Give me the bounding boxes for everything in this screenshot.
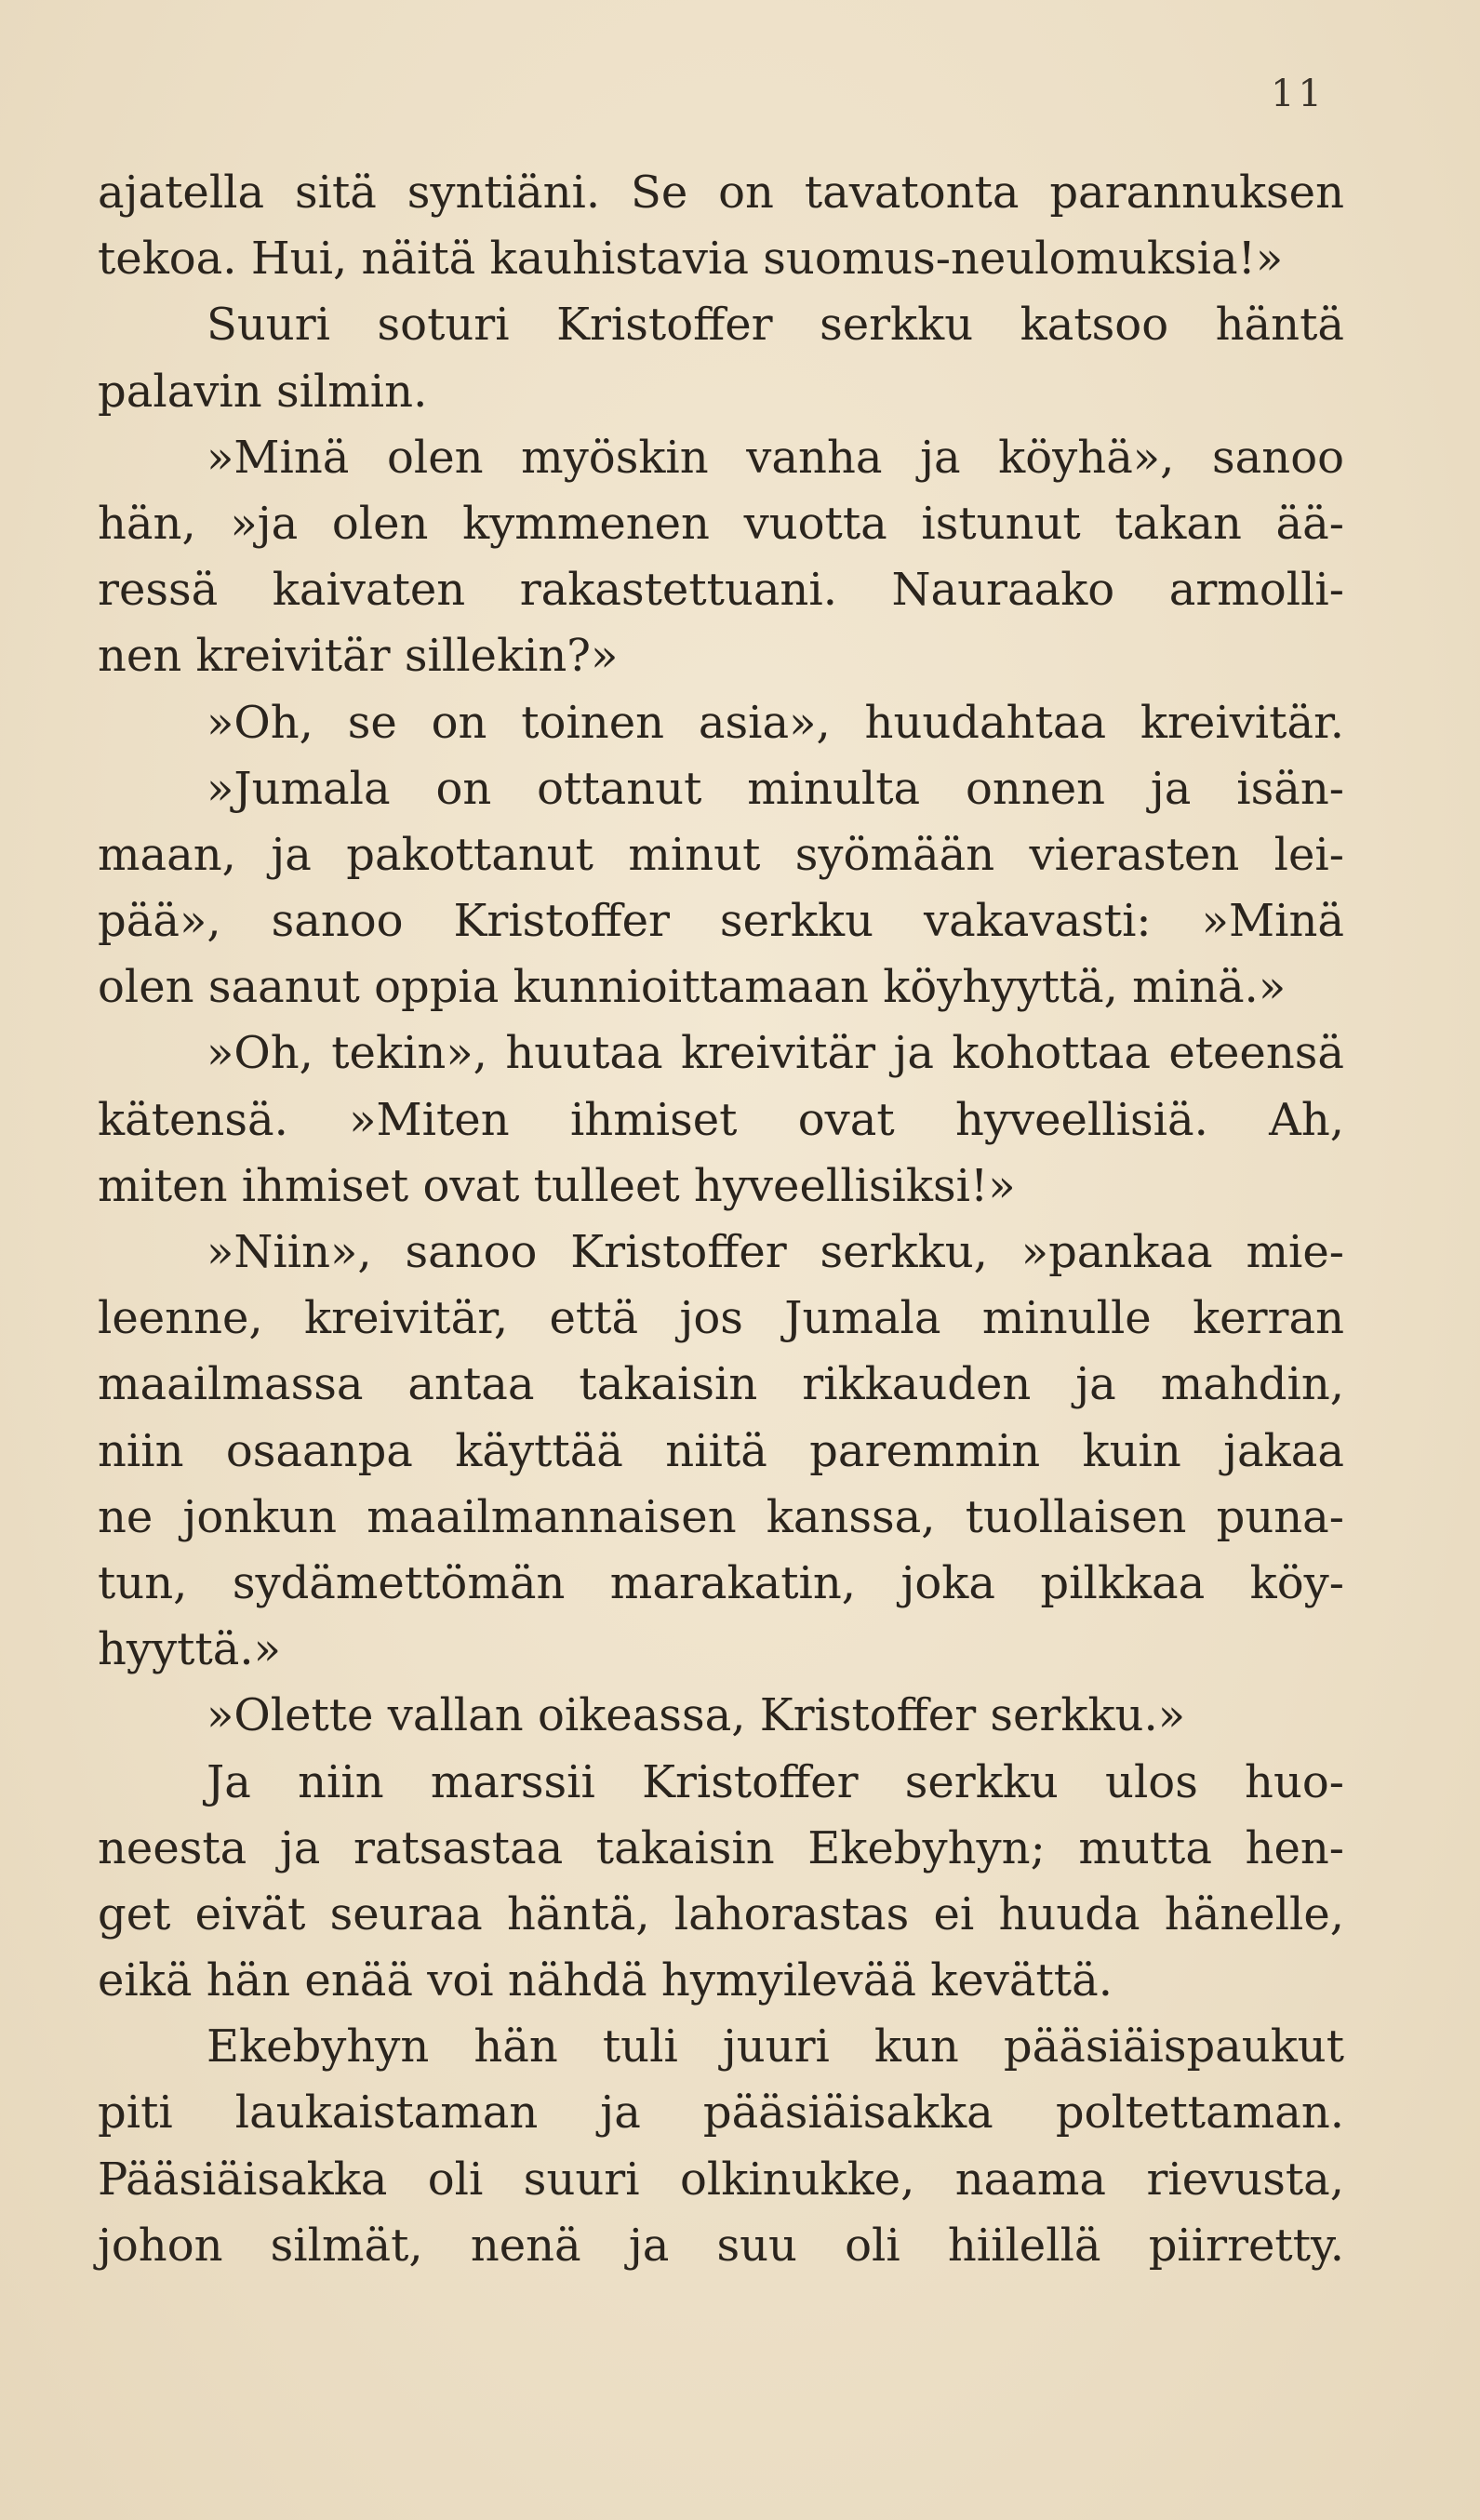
text-line: maailmassa antaa takaisin rikkauden ja mahdin,	[98, 1358, 1344, 1411]
text-line: »Minä olen myöskin vanha ja köyhä», sanoo	[207, 431, 1344, 484]
text-line: miten ihmiset ovat tulleet hyveellisiksi!»	[98, 1159, 1016, 1212]
text-line: get eivät seuraa häntä, lahorastas ei huuda hänelle,	[98, 1887, 1344, 1940]
text-line: nen kreivitär sillekin?»	[98, 630, 619, 683]
text-line: ressä kaivaten rakastettuani. Nauraako armolli-	[98, 564, 1344, 617]
text-line: kätensä. »Miten ihmiset ovat hyveellisiä. Ah,	[98, 1093, 1344, 1146]
text-line: tun, sydämettömän marakatin, joka pilkkaa köy-	[98, 1556, 1344, 1609]
text-line: ajatella sitä syntiäni. Se on tavatonta parannuksen	[98, 167, 1344, 219]
text-line: hyyttä.»	[98, 1623, 281, 1676]
text-line: ne jonkun maailmannaisen kanssa, tuollaisen puna-	[98, 1490, 1344, 1543]
text-line: johon silmät, nenä ja suu oli hiilellä piirretty.	[98, 2219, 1344, 2272]
text-line: »Olette vallan oikeassa, Kristoffer serkku.»	[207, 1689, 1186, 1742]
text-line: Ja niin marssii Kristoffer serkku ulos huo-	[207, 1755, 1344, 1808]
text-line: Ekebyhyn hän tuli juuri kun pääsiäispaukut	[207, 2020, 1344, 2073]
text-line: palavin silmin.	[98, 365, 428, 418]
text-line: hän, »ja olen kymmenen vuotta istunut takan ää-	[98, 497, 1344, 550]
text-line: eikä hän enää voi nähdä hymyilevää kevättä.	[98, 1954, 1113, 2007]
text-line: Pääsiäisakka oli suuri olkinukke, naama rievusta,	[98, 2153, 1344, 2206]
text-line: »Oh, tekin», huutaa kreivitär ja kohottaa eteensä	[207, 1027, 1344, 1080]
text-line: niin osaanpa käyttää niitä paremmin kuin jakaa	[98, 1424, 1344, 1477]
text-line: »Jumala on ottanut minulta onnen ja isän-	[207, 762, 1344, 815]
text-line: piti laukaistaman ja pääsiäisakka poltettaman.	[98, 2087, 1344, 2140]
text-line: »Oh, se on toinen asia», huudahtaa kreivitär.	[207, 696, 1344, 749]
text-line: pää», sanoo Kristoffer serkku vakavasti: »Minä	[98, 895, 1344, 948]
text-line: leenne, kreivitär, että jos Jumala minulle kerran	[98, 1292, 1344, 1345]
text-line: »Niin», sanoo Kristoffer serkku, »pankaa mie-	[207, 1226, 1344, 1278]
text-line: neesta ja ratsastaa takaisin Ekebyhyn; mutta hen-	[98, 1821, 1344, 1874]
text-line: Suuri soturi Kristoffer serkku katsoo häntä	[207, 299, 1344, 352]
body-text	[98, 160, 1344, 2279]
page-number: 11	[1271, 73, 1326, 115]
text-line: tekoa. Hui, näitä kauhistavia suomus-neulomuksia!»	[98, 233, 1284, 286]
text-line: olen saanut oppia kunnioittamaan köyhyyttä, minä.»	[98, 961, 1287, 1014]
text-line: maan, ja pakottanut minut syömään vierasten lei-	[98, 828, 1344, 881]
